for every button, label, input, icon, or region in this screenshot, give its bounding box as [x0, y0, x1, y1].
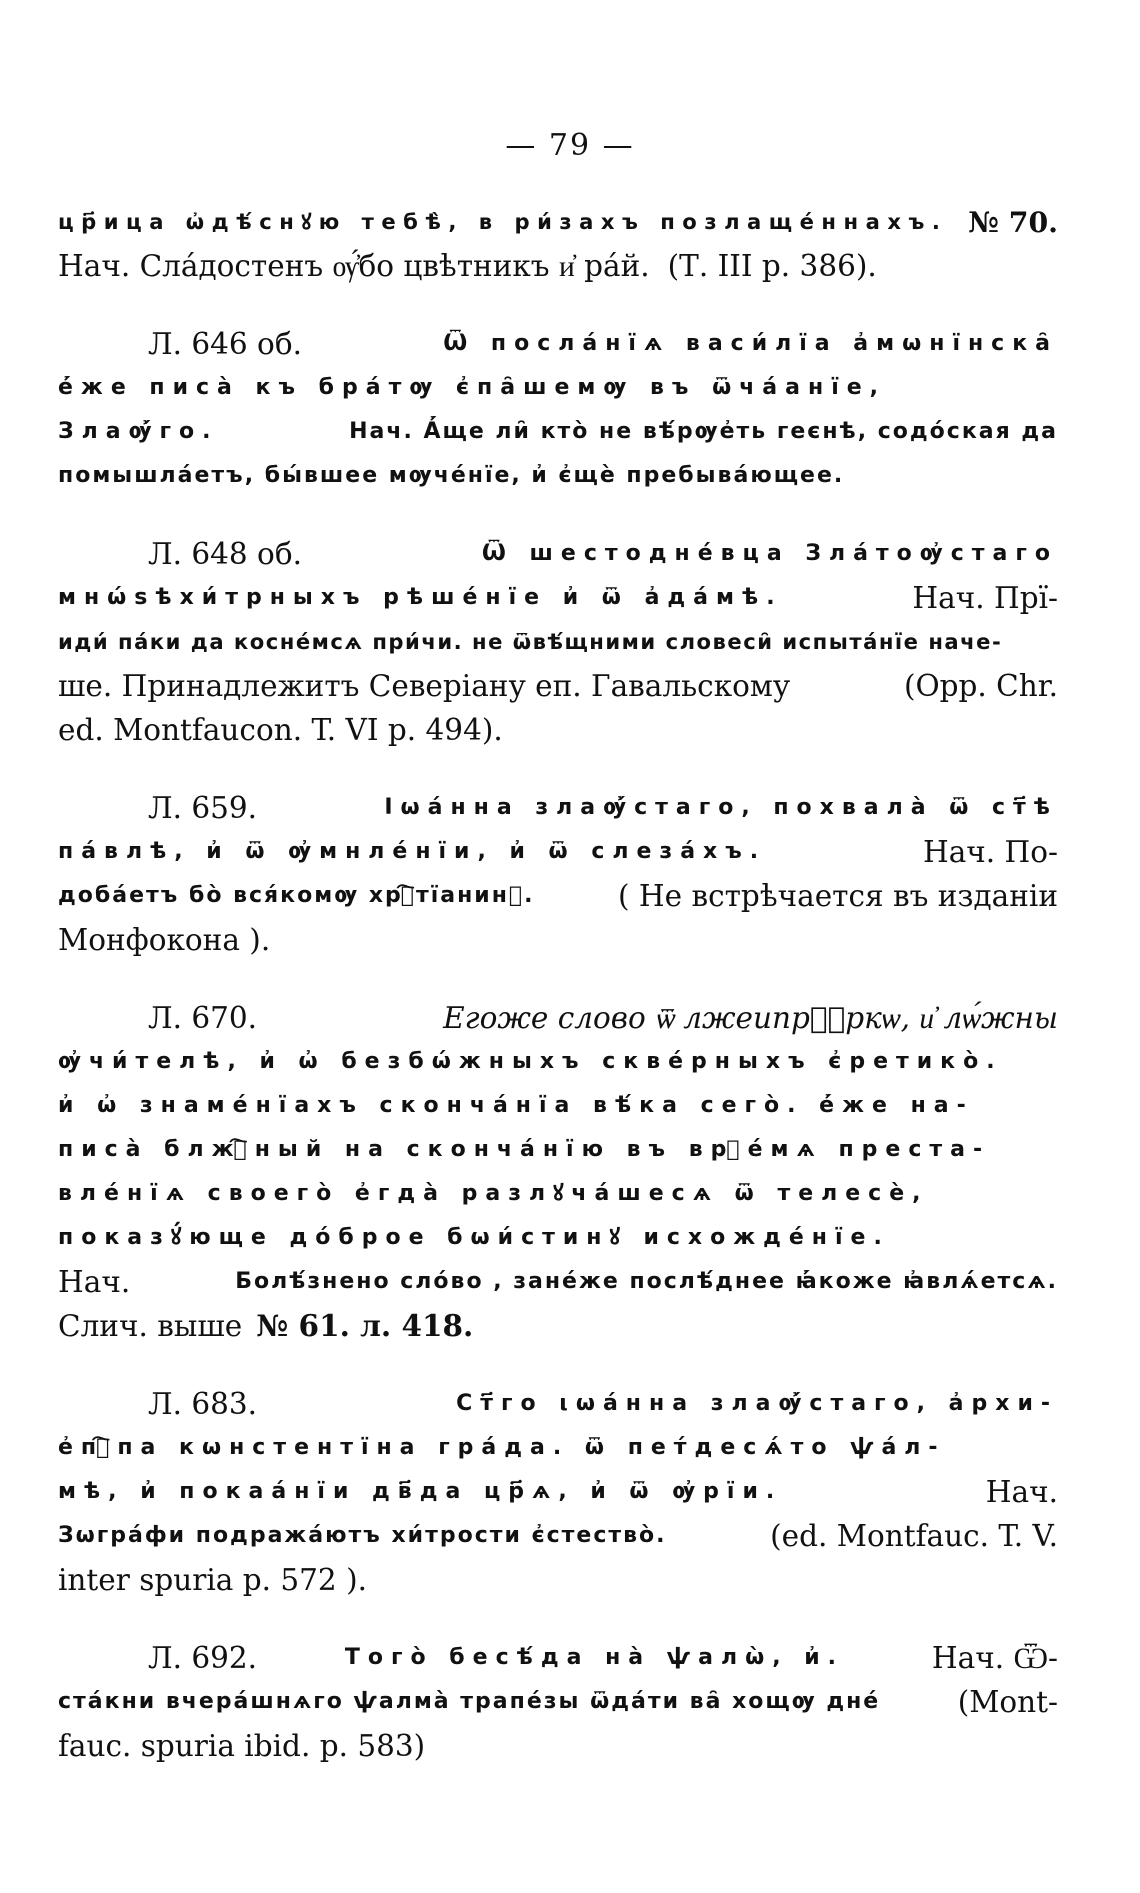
text-line [58, 532, 1058, 576]
catalog-entry [58, 532, 1058, 752]
incipit-text: Нач. Сла́достенъ ѹ҆́бо цвѣтникъ и҆ ра́й. [58, 249, 650, 283]
text-line [58, 664, 1058, 708]
reference-text: (Mont- [957, 1685, 1058, 1719]
text-line [58, 1084, 1058, 1128]
reference-text: ed. Montfaucon. T. VI p. 494). [58, 713, 503, 747]
text-line [58, 1260, 1058, 1304]
text-line [58, 996, 1058, 1040]
attribution-text: ше. Принадлежитъ Северіану еп. Гавальскому [58, 669, 791, 703]
text-line [58, 918, 1058, 962]
incipit-text: Нач. Прї- [912, 581, 1058, 615]
church-slavonic-text: и҆ ѡ҆ знаме́нїахъ сконча́нїа вѣ́ка сего̀. е҆́же на- [58, 1093, 974, 1118]
folio-label: Л. 683. [148, 1387, 258, 1421]
church-slavonic-text: помышла́етъ, бы́вшее мѹче́нїе, и҆ є҆щѐ пребыва́ющее. [58, 463, 845, 488]
text-line [58, 1514, 1058, 1558]
text-line [58, 322, 1058, 366]
church-slavonic-text: мнѡ́ѕѣхи́трныхъ рѣше́нїе и҆ ѿ а҆да́мѣ. [58, 585, 783, 610]
reference-text: fauc. spuria ibid. p. 583) [58, 1729, 426, 1763]
folio-label: Л. 648 об. [148, 537, 302, 571]
cross-reference-number: № 61. л. 418. [256, 1308, 474, 1343]
catalog-entry [58, 200, 1058, 288]
church-slavonic-text: е҆́же писа̀ къ бра́тѹ є҆па̑шемѹ въ ѿча́анїе, [58, 375, 887, 400]
text-line [58, 1724, 1058, 1768]
text-line [58, 620, 1058, 664]
text-line [58, 576, 1058, 620]
text-line [58, 1172, 1058, 1216]
church-slavonic-text: писа̀ блжⷭ҇ный на сконча́нїю въ врⷣе́мѧ преста- [58, 1137, 991, 1162]
church-slavonic-text: Ιѡа́нна злаѹ҆́стаго, похвала̀ ѿ ст҃ѣ [384, 795, 1058, 820]
incipit-text: Болѣ́знено сло́во , зане́же послѣ́днее ꙗ҆́коже ꙗ҆влѧ́етсѧ. [235, 1269, 1058, 1294]
church-slavonic-text: па́влѣ, и҆ ѿ ѹ҆мнле́нїи, и҆ ѿ слеза́хъ. [58, 839, 767, 864]
cross-reference-label: Слич. выше [58, 1309, 243, 1343]
church-slavonic-text: Ст҃го ιѡа́нна злаѹ҆́стаго, а҆рхи- [456, 1391, 1058, 1416]
folio-label: Л. 646 об. [148, 327, 302, 361]
manuscript-number: № 70. [968, 205, 1058, 239]
incipit-text: Нач. По- [922, 835, 1058, 869]
incipit-text: Зѡгра́фи подража́ютъ хи́трости є҆стество̀. [58, 1523, 667, 1548]
text-line [58, 366, 1058, 410]
folio-label: Л. 670. [148, 1001, 258, 1035]
church-slavonic-text: мѣ, и҆ покаа́нїи дв҃да цр҃ѧ, и҆ ѿ ѹ҆рїи. [58, 1479, 783, 1504]
text-line [58, 410, 1058, 454]
text-line [58, 1382, 1058, 1426]
church-slavonic-text: е҆пⷭ҇па кѡнстентїна гра́да. ѿ пет́десѧ́то ѱа́л- [58, 1435, 946, 1460]
incipit-label: Нач. [985, 1475, 1058, 1509]
note-text: ( Не встрѣчается въ изданіи [618, 879, 1058, 913]
text-line [58, 1128, 1058, 1172]
incipit-label: Нач. [58, 1265, 131, 1299]
text-line [58, 454, 1058, 498]
church-slavonic-text: доба́етъ бо̀ вся́комѹ хрⷭ҇тїанинꙋ. [58, 883, 535, 908]
text-line [58, 708, 1058, 752]
church-slavonic-text: иди́ па́ки да косне́мсѧ при́чи. не ѿвѣ́щними словеси̑ испыта́нїе наче- [58, 629, 1003, 654]
text-line [58, 874, 1058, 918]
catalog-entry [58, 1636, 1058, 1768]
catalog-entry [58, 996, 1058, 1348]
text-line [58, 244, 1058, 288]
incipit-text: Нач. А҆́ще ли̑ кто̀ не вѣ́рѹе҆ть геєнѣ, содо́ская да [349, 419, 1058, 444]
reference-text: (Opp. Chr. [903, 669, 1058, 703]
folio-label: Л. 692. [148, 1641, 258, 1675]
reference-text: (ed. Montfauc. T. V. [770, 1519, 1058, 1553]
text-line [58, 1636, 1058, 1680]
church-slavonic-text: цр҃ица ѡ҆дѣ́снꙋю тебѣ̀, в ри́захъ позлаще́ннахъ. [58, 209, 948, 234]
church-slavonic-text: ѹ҆чи́телѣ, и҆ ѡ҆ безбѡ́жныхъ скве́рныхъ є҆ретико̀. [58, 1049, 1003, 1074]
text-line [58, 1470, 1058, 1514]
church-slavonic-text: Ѿ посла́нїѧ васи́лїа а҆мѡнїнска̑ [443, 331, 1058, 356]
church-slavonic-text: вле́нїѧ своего̀ е҆гда̀ разлꙋча́шесѧ ѿ телесѐ, [58, 1181, 929, 1206]
church-slavonic-text: Ѿ шестоднéвца Зла́тоѹ҆стаго [481, 541, 1058, 566]
church-slavonic-text: Того̀ бесѣ́да на̀ ѱалѡ̀, и҆. [344, 1645, 845, 1670]
page-text [58, 200, 1058, 1802]
text-line [58, 200, 1058, 244]
text-line [58, 1304, 1058, 1348]
text-line [58, 1558, 1058, 1602]
church-slavonic-text: Злаѹ҆́го. [58, 419, 219, 444]
text-line [58, 786, 1058, 830]
reference-text: inter spuria p. 572 ). [58, 1563, 367, 1597]
church-slavonic-text: ста́кни вчера́шнѧго ѱалма̀ трапе́зы ѿда́ти ва̑ хощѹ дне́ [58, 1689, 881, 1714]
page-number: — 79 — [505, 128, 635, 163]
incipit-text: Нач. Ѿ- [931, 1641, 1058, 1675]
catalog-entry [58, 1382, 1058, 1602]
church-slavonic-text: Егоже слово ѿ лжеипрⷪ҇ркѡ, и҆ лѡ́жны [443, 1001, 1058, 1035]
church-slavonic-text: показꙋ́юще до́брое бѡи́стинꙋ исхожде́нїе. [58, 1225, 890, 1250]
text-line [58, 1040, 1058, 1084]
text-line [58, 1426, 1058, 1470]
text-line [58, 1680, 1058, 1724]
reference-text: (Т. III р. 386). [667, 249, 877, 283]
catalog-entry [58, 322, 1058, 498]
text-line [58, 830, 1058, 874]
text-line [58, 1216, 1058, 1260]
note-text: Монфокона ). [58, 923, 271, 957]
catalog-entry [58, 786, 1058, 962]
folio-label: Л. 659. [148, 791, 258, 825]
